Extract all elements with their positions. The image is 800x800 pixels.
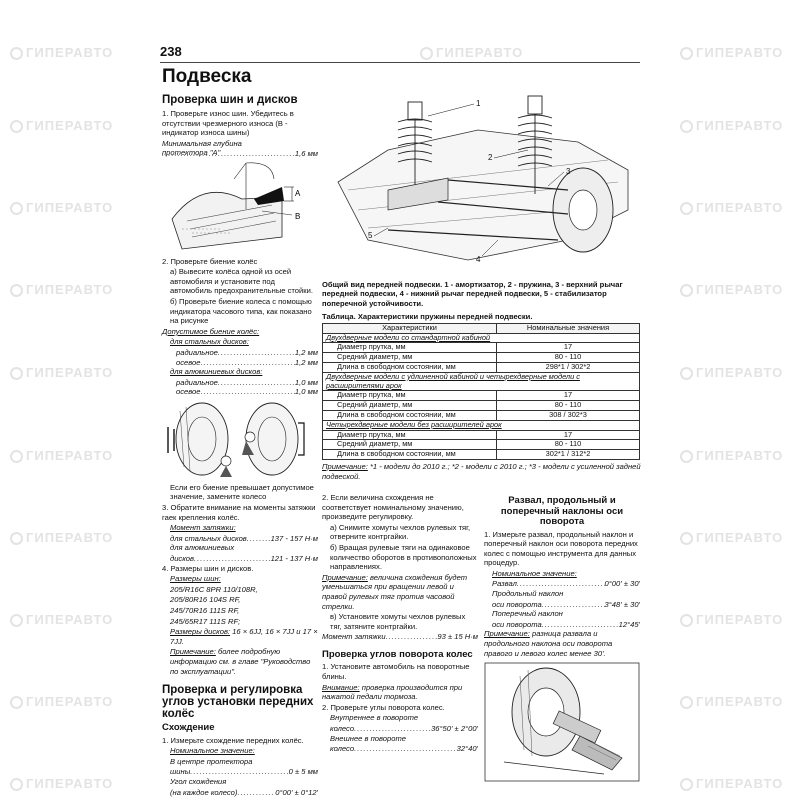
tire-size-item: 205/R16C 8PR 110/108R, xyxy=(170,584,258,594)
watermark: ГИПЕРАВТО xyxy=(680,776,783,791)
turn-inner-label: Внутреннее в повороте xyxy=(330,713,419,723)
camber-note: Примечание: разница развала и продольного наклона оси поворота правого и левого колес менее 30'. xyxy=(484,629,613,658)
watermark-logo-icon xyxy=(680,47,693,60)
tread-wear-figure xyxy=(162,159,312,257)
table-header: Номинальные значения xyxy=(497,323,640,333)
watermark-logo-icon xyxy=(10,778,23,791)
header-rule xyxy=(160,62,640,63)
toe-step-2c: в) Установите хомуты чехлов рулевых тяг, затяните контргайки. xyxy=(330,612,466,631)
watermark: ГИПЕРАВТО xyxy=(10,776,113,791)
figure-caption: Общий вид передней подвески. 1 - амортизатор, 2 - пружина, 3 - верхний рычаг передней подвески, 4 - нижний рычаг передней подвески, 5 - стабилизатор поперечной устойчивости. xyxy=(322,280,623,308)
right-top-text xyxy=(322,278,642,482)
front-suspension-figure xyxy=(328,90,638,276)
toe-nominal-label: Номинальное значение: xyxy=(170,746,255,756)
runout-label: Допустимое биение колёс: xyxy=(162,326,260,336)
table-row: Диаметр прутка, мм 17 xyxy=(323,430,640,440)
watermark-logo-icon xyxy=(680,450,693,463)
kpi-label: Поперечный наклон xyxy=(492,609,563,619)
table-row: Длина в свободном состоянии, мм 298*1 / 302*2 xyxy=(323,363,640,373)
tires-step-3: 3. Обратите внимание на моменты затяжки гаек крепления колёс. xyxy=(162,503,316,522)
watermark: ГИПЕРАВТО xyxy=(680,118,783,133)
section-heading-alignment: Проверка и регулировка углов установки передних колёс xyxy=(162,684,314,721)
table-row: Средний диаметр, мм 80 - 110 xyxy=(323,440,640,450)
watermark-logo-icon xyxy=(680,696,693,709)
toe-angle-row: (на каждое колесо) ..... 0°00' ± 0°12' xyxy=(162,788,318,798)
fig-label-a: А xyxy=(295,188,301,198)
camber-row: Развал ..... 0°00' ± 30' xyxy=(484,579,640,589)
steel-label: для стальных дисков: xyxy=(170,337,249,347)
watermark: ГИПЕРАВТО xyxy=(10,118,113,133)
callout-2: 2 xyxy=(488,153,493,162)
callout-5: 5 xyxy=(368,231,373,240)
watermark-logo-icon xyxy=(10,367,23,380)
table-row: Средний диаметр, мм 80 - 110 xyxy=(323,401,640,411)
section-heading-tires: Проверка шин и дисков xyxy=(162,94,298,106)
watermark: ГИПЕРАВТО xyxy=(10,448,113,463)
turning-plate-figure xyxy=(484,662,640,782)
alu-axial-row: осевое ..... 1,0 мм xyxy=(162,387,318,397)
min-depth-row xyxy=(162,149,318,159)
watermark: ГИПЕРАВТО xyxy=(10,612,113,627)
watermark: ГИПЕРАВТО xyxy=(680,200,783,215)
tires-note: Примечание: более подробную информацию см. в главе "Руководство по эксплуатации". xyxy=(170,647,311,676)
alu-radial-row: радиальное ..... 1,0 мм xyxy=(162,378,318,388)
tires-step-1: 1. Проверьте износ шин. Убедитесь в отсутствии чрезмерного износа (В - индикатор износа шины) xyxy=(162,109,294,138)
watermark-logo-icon xyxy=(680,614,693,627)
tires-step-2b: б) Проверьте биение колеса с помощью индикатора часового типа, как показано на рисунке xyxy=(170,296,312,326)
watermark: ГИПЕРАВТО xyxy=(680,365,783,380)
torque-alu-row: дисков ..... 121 - 137 Н·м xyxy=(162,554,318,564)
watermark: ГИПЕРАВТО xyxy=(680,45,783,60)
toe-step-2: 2. Если величина схождения не соответствует номинальному значению, произведите регулировку. xyxy=(322,493,464,522)
alu-label: для алюминиевых дисков: xyxy=(170,367,263,377)
turn-inner-row: колесо ..... 36°50' ± 2°00' xyxy=(322,724,478,734)
watermark: ГИПЕРАВТО xyxy=(10,530,113,545)
turn-warning: Внимание: проверка производится при нажатой педали тормоза. xyxy=(322,682,463,702)
watermark-logo-icon xyxy=(10,450,23,463)
watermark: ГИПЕРАВТО xyxy=(680,612,783,627)
watermark-logo-icon xyxy=(10,120,23,133)
toe-torque-row: Момент затяжки ..... 93 ± 15 Н·м xyxy=(322,632,478,642)
table-row: Диаметр прутка, мм 17 xyxy=(323,391,640,401)
watermark-logo-icon xyxy=(10,47,23,60)
watermark-logo-icon xyxy=(10,532,23,545)
toe-step-2a: а) Снимите хомуты чехлов рулевых тяг, отверните контргайки. xyxy=(330,522,471,542)
watermark-logo-icon xyxy=(10,284,23,297)
camber-nominal-label: Номинальное значение: xyxy=(492,568,577,578)
torque-label: Момент затяжки: xyxy=(170,523,236,533)
turn-step-1: 1. Установите автомобиль на поворотные блины. xyxy=(322,662,470,681)
toe-angle-label: Угол схождения xyxy=(170,777,227,787)
torque-alu-label: для алюминиевых xyxy=(170,543,235,553)
table-group-row: Четырехдверные модели без расширителей арок xyxy=(323,420,640,430)
tire-size-item: 245/70R16 111S RF, xyxy=(170,606,240,615)
callout-1: 1 xyxy=(476,99,481,108)
turn-outer-row: колесо ..... 32°40' xyxy=(322,744,478,754)
tires-step-2a: а) Вывесите колёса одной из осей автомобиля и установите под автомобиль предохранительные стойки. xyxy=(170,267,313,296)
watermark: ГИПЕРАВТО xyxy=(680,282,783,297)
watermark-logo-icon xyxy=(680,284,693,297)
table-group-row: Двухдверные модели с удлиненной кабиной и четырехдверные модели с расширителями арок xyxy=(323,372,640,391)
watermark: ГИПЕРАВТО xyxy=(10,365,113,380)
runout-exceed-text: Если его биение превышает допустимое значение, замените колесо xyxy=(170,482,314,502)
min-depth-label: Минимальная глубина протектора "А" xyxy=(162,138,242,158)
toe-step-2b: б) Вращая рулевые тяги на одинаковое количество оборотов в противоположных направлениях. xyxy=(330,542,477,572)
table-header: Характеристики xyxy=(323,323,497,333)
kpi-row: оси поворота ..... 12°45' xyxy=(484,620,640,630)
tire-size-item: 245/65R17 111S RF; xyxy=(170,616,241,626)
left-column xyxy=(162,66,318,797)
table-row: Длина в свободном состоянии, мм 308 / 302*3 xyxy=(323,410,640,420)
watermark-logo-icon xyxy=(680,778,693,791)
watermark-logo-icon xyxy=(10,202,23,215)
fig-label-b: В xyxy=(295,211,301,221)
watermark-logo-icon xyxy=(420,47,433,60)
watermark: ГИПЕРАВТО xyxy=(10,45,113,60)
watermark-logo-icon xyxy=(680,202,693,215)
watermark-logo-icon xyxy=(680,367,693,380)
tires-step-2: 2. Проверьте биение колёс xyxy=(162,256,258,266)
section-heading-camber: Развал, продольный и поперечный наклоны оси поворота xyxy=(500,495,624,527)
watermark: ГИПЕРАВТО xyxy=(680,694,783,709)
turn-outer-label: Внешнее в повороте xyxy=(330,733,406,743)
spring-table xyxy=(322,323,640,460)
toe-heading: Схождение xyxy=(162,722,215,734)
tires-step-4: 4. Размеры шин и дисков. xyxy=(162,563,254,573)
right-column xyxy=(484,493,640,782)
callout-4: 4 xyxy=(476,255,481,264)
callout-3: 3 xyxy=(566,167,571,176)
watermark: ГИПЕРАВТО xyxy=(10,282,113,297)
caster-row: оси поворота ..... 3°48' ± 30' xyxy=(484,600,640,610)
camber-step-1: 1. Измерьте развал, продольный наклон и поперечный наклон оси поворота передних колес с помощью инструмента для данных процедур. xyxy=(484,529,638,568)
watermark-logo-icon xyxy=(10,696,23,709)
toe-center-row: шины ..... 0 ± 5 мм xyxy=(162,767,318,777)
tire-sizes-label: Размеры шин: xyxy=(170,574,221,584)
rim-sizes: Размеры дисков: 16 × 6JJ, 16 × 7JJ и 17 × 7JJ. xyxy=(170,627,318,646)
watermark: ГИПЕРАВТО xyxy=(420,45,523,60)
watermark-logo-icon xyxy=(10,614,23,627)
tire-size-item: 205/80R16 104S RF, xyxy=(170,595,241,605)
watermark: ГИПЕРАВТО xyxy=(680,530,783,545)
table-group-row: Двухдверные модели со стандартной кабиной xyxy=(323,333,640,343)
table-header-row xyxy=(323,323,640,333)
toe-adjust-note: Примечание: величина схождения будет уменьшаться при вращении левой и правой рулевых тяг против часовой стрелки. xyxy=(322,572,468,611)
section-heading-turn: Проверка углов поворота колес xyxy=(322,648,473,660)
turn-step-2: 2. Проверьте углы поворота колес. xyxy=(322,702,445,712)
watermark: ГИПЕРАВТО xyxy=(680,448,783,463)
steel-radial-row: радиальное ..... 1,2 мм xyxy=(162,348,318,358)
table-row: Диаметр прутка, мм 17 xyxy=(323,343,640,353)
middle-column xyxy=(322,493,478,754)
toe-step-1: 1. Измерьте схождение передних колёс. xyxy=(162,735,304,745)
min-depth-value: 1,6 мм xyxy=(294,148,318,158)
table-row: Средний диаметр, мм 80 - 110 xyxy=(323,353,640,363)
table-title: Таблица. Характеристики пружины передней подвески. xyxy=(322,312,533,322)
toe-center-label: В центре протектора xyxy=(170,756,253,766)
runout-gauge-figure xyxy=(162,397,312,483)
watermark: ГИПЕРАВТО xyxy=(10,694,113,709)
page-title: Подвеска xyxy=(162,66,252,87)
watermark-logo-icon xyxy=(680,120,693,133)
watermark-logo-icon xyxy=(680,532,693,545)
table-row: Длина в свободном состоянии, мм 302*1 / 312*2 xyxy=(323,450,640,460)
steel-axial-row: осевое ..... 1,2 мм xyxy=(162,358,318,368)
table-note: Примечание: *1 - модели до 2010 г.; *2 - модели с 2010 г.; *3 - модели с усиленной задней подвеской. xyxy=(322,461,641,481)
page-number: 238 xyxy=(160,44,182,59)
torque-steel-row: для стальных дисков ..... 137 - 157 Н·м xyxy=(162,534,318,544)
caster-label: Продольный наклон xyxy=(492,589,564,599)
watermark: ГИПЕРАВТО xyxy=(10,200,113,215)
